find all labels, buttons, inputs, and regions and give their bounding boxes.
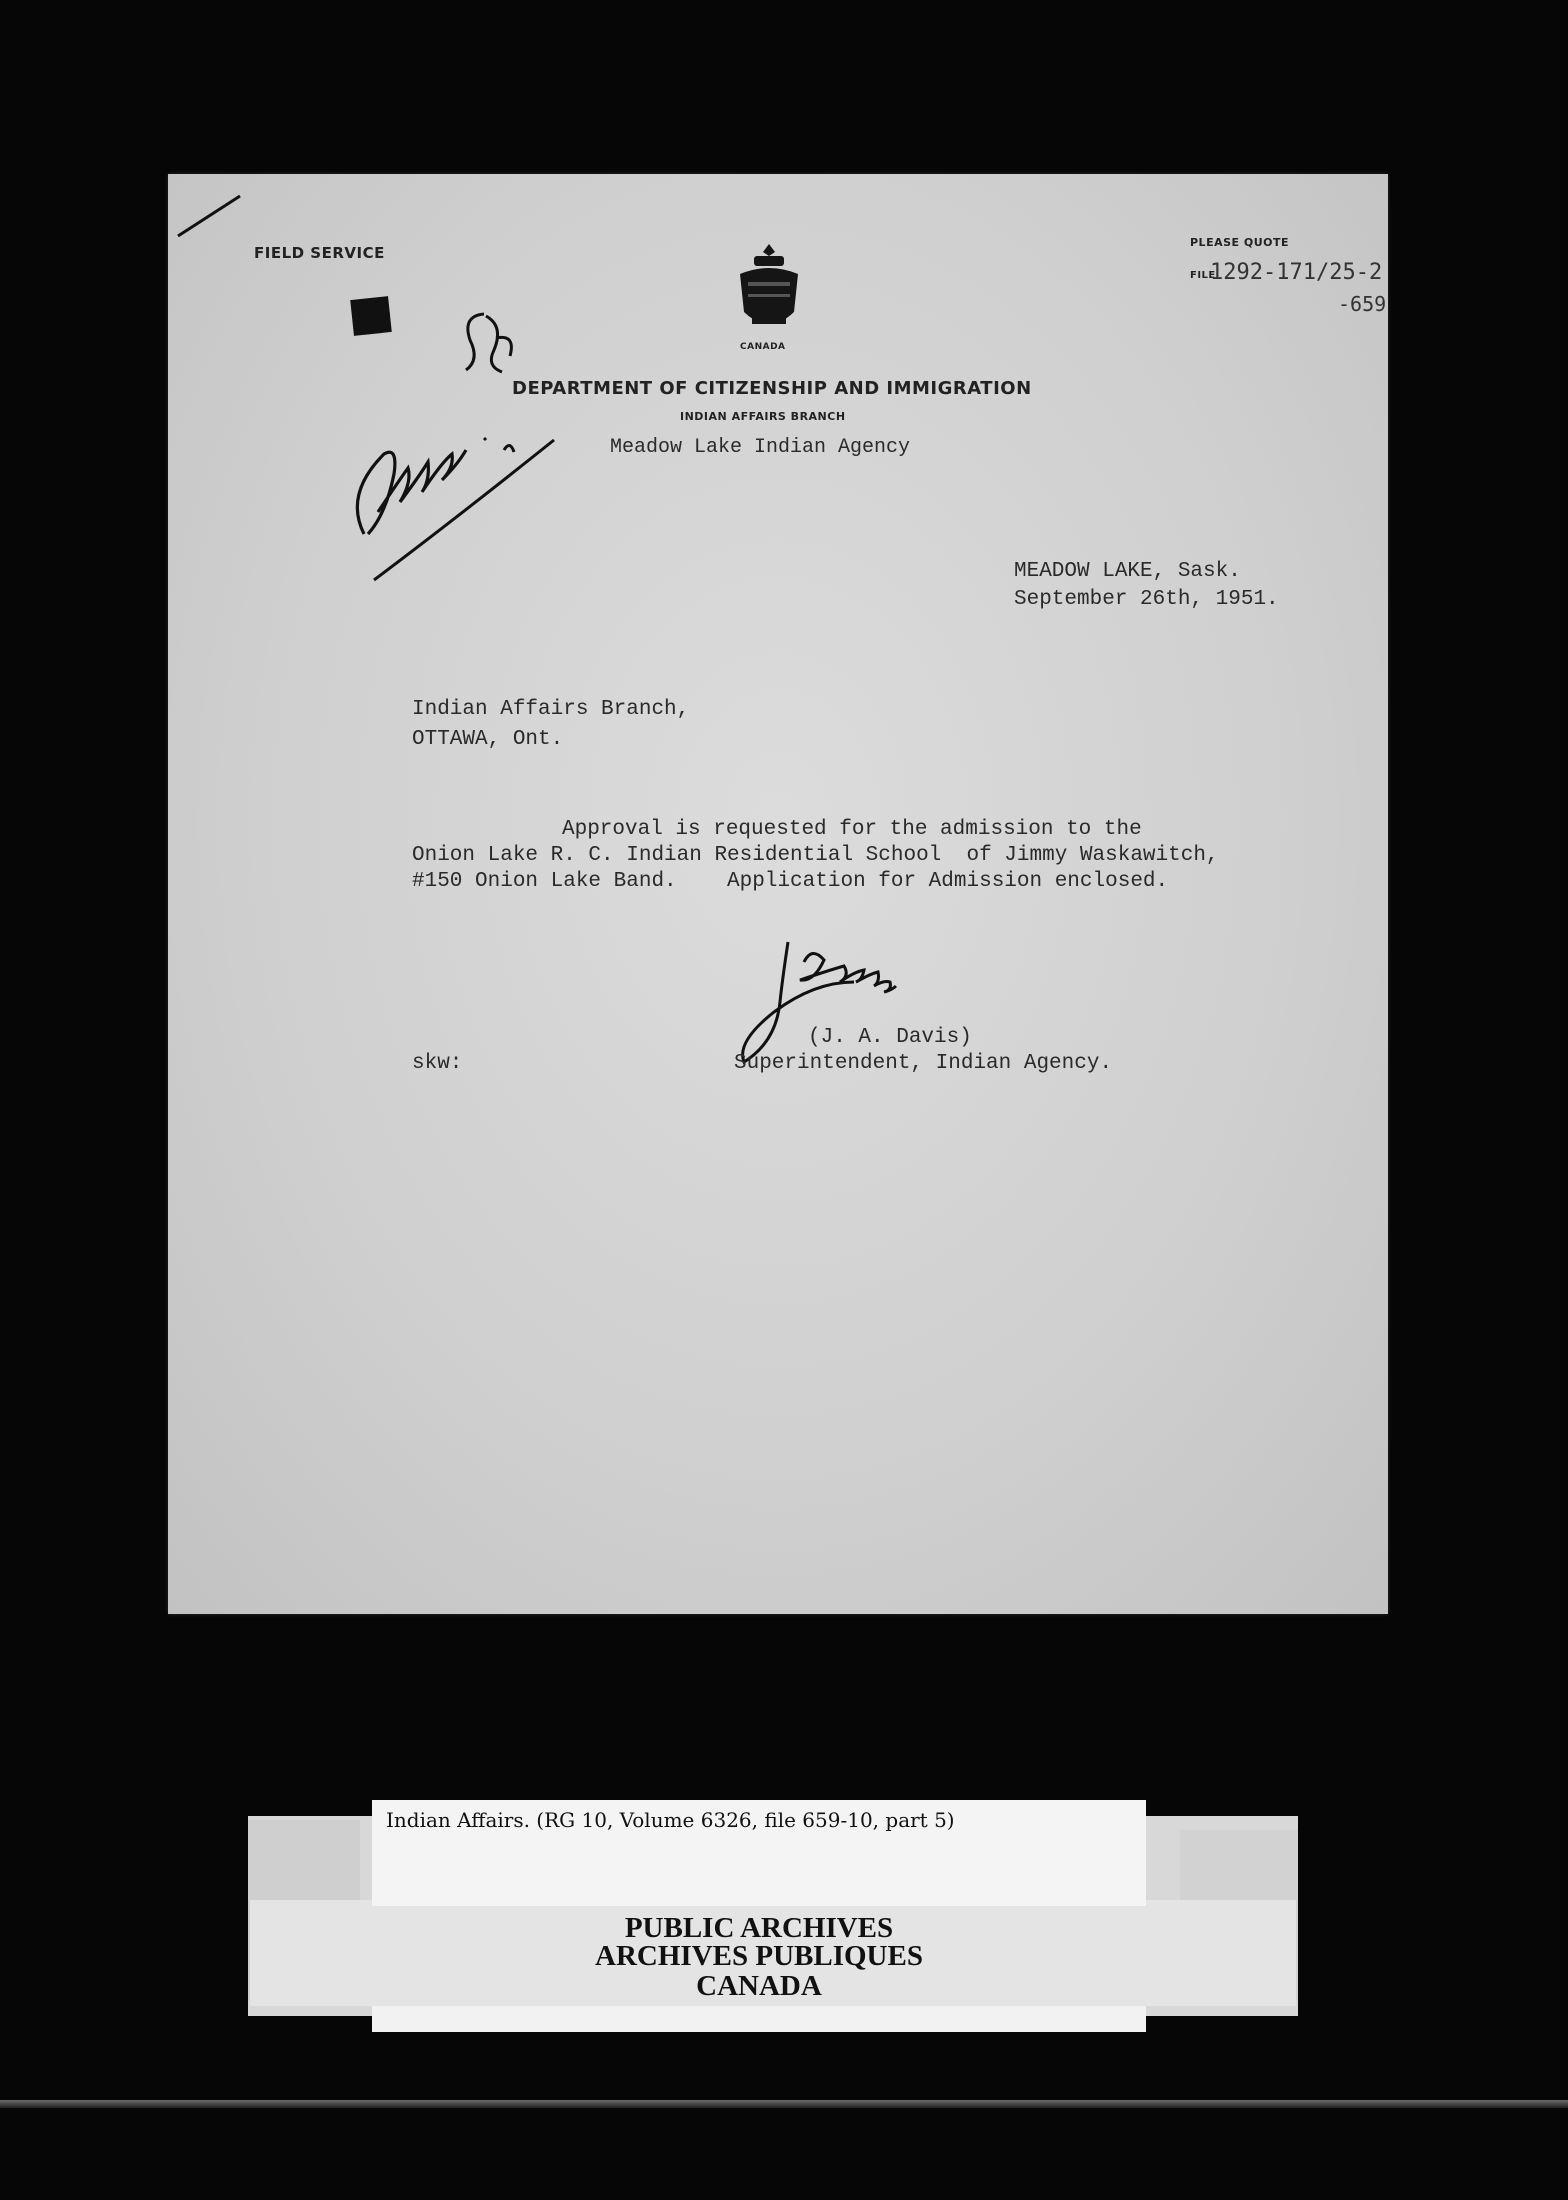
archive-stamp	[372, 0, 1146, 2200]
department-heading: DEPARTMENT OF CITIZENSHIP AND IMMIGRATION	[512, 378, 1032, 399]
letter-date: September 26th, 1951.	[1014, 588, 1279, 611]
archive-line-3: CANADA	[696, 1970, 822, 2002]
signer-title: Superintendent, Indian Agency.	[734, 1052, 1113, 1075]
field-service-label: FIELD SERVICE	[254, 244, 385, 262]
recipient-line-2: OTTAWA, Ont.	[412, 728, 564, 751]
archive-line-1: PUBLIC ARCHIVES	[624, 1912, 894, 1944]
file-number: 1292-171/25-2	[1210, 260, 1383, 285]
archive-reference: Indian Affairs. (RG 10, Volume 6326, file 659-10, part 5)	[386, 1808, 955, 1832]
country-label: CANADA	[740, 342, 786, 352]
body-line-1: Approval is requested for the admission to the	[562, 818, 1142, 841]
recipient-line-1: Indian Affairs Branch,	[412, 698, 690, 721]
typist-initials: skw:	[412, 1052, 463, 1075]
letter-place: MEADOW LAKE, Sask.	[1014, 560, 1241, 583]
signer-name: (J. A. Davis)	[808, 1026, 972, 1049]
body-line-2: Onion Lake R. C. Indian Residential School of Jimmy Waskawitch,	[412, 844, 1219, 867]
file-number-suffix: -659	[1338, 292, 1387, 316]
please-quote-label: PLEASE QUOTE	[1190, 236, 1290, 249]
body-line-3: #150 Onion Lake Band. Application for Admission enclosed.	[412, 870, 1169, 893]
agency-name: Meadow Lake Indian Agency	[610, 436, 911, 459]
file-label: FILE	[1190, 270, 1216, 281]
pen-stroke-mark	[168, 174, 258, 244]
branch-subheading: INDIAN AFFAIRS BRANCH	[680, 410, 846, 423]
archive-line-2: ARCHIVES PUBLIQUES	[595, 1940, 923, 1972]
film-edge	[0, 2100, 1568, 2108]
